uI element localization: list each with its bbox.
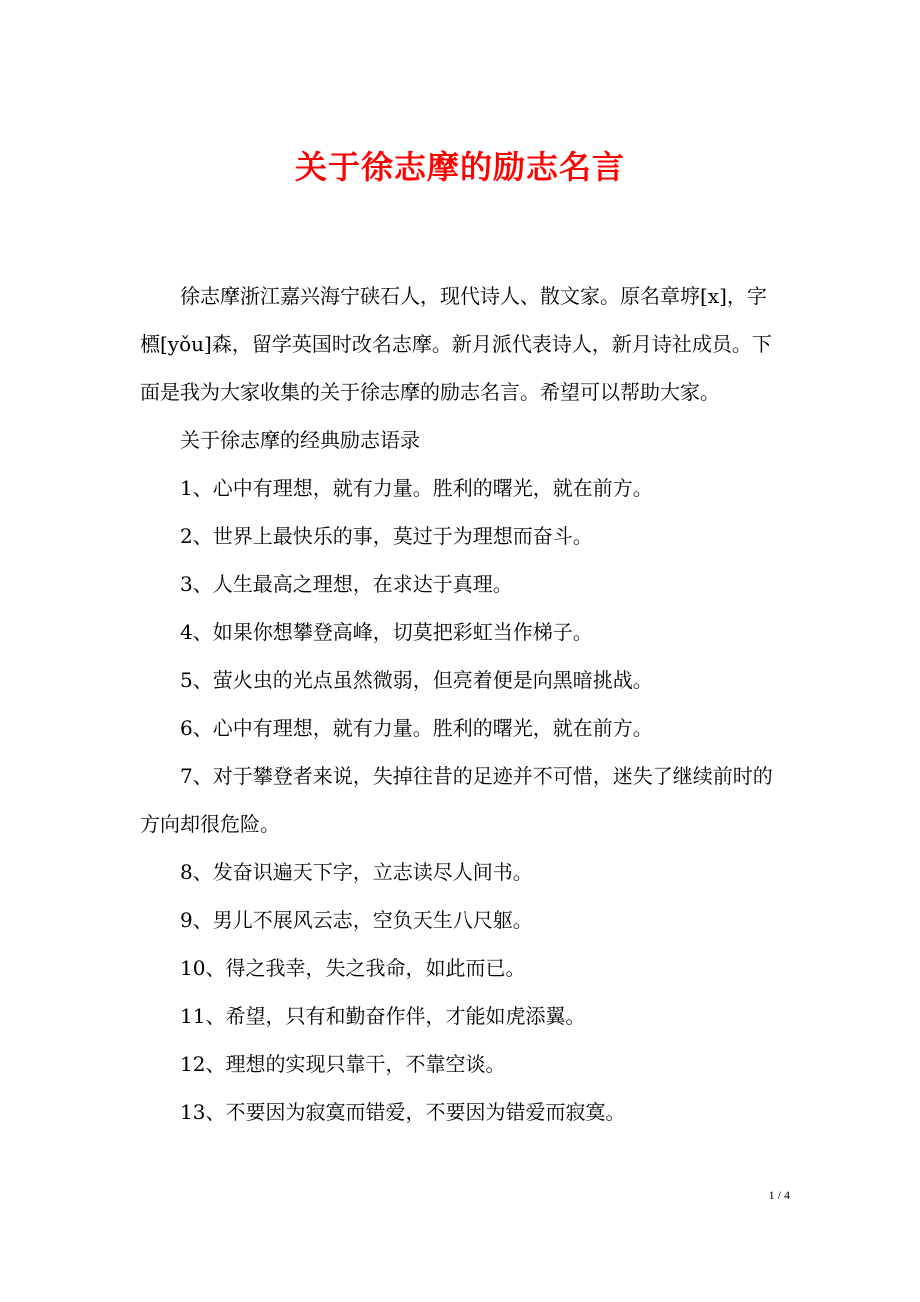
quote-item: 1、心中有理想，就有力量。胜利的曙光，就在前方。 xyxy=(180,476,653,500)
intro-paragraph: 徐志摩浙江嘉兴海宁硖石人，现代诗人、散文家。原名章垿[x]，字槱[yǒu]森，留学英国时改名志摩。新月派代表诗人，新月诗社成员。下面是我为大家收集的关于徐志摩的励志名言。希望可以帮助大家。 xyxy=(140,284,772,404)
quote-item: 11、希望，只有和勤奋作伴，才能如虎添翼。 xyxy=(180,1004,586,1028)
page-number: 1 / 4 xyxy=(768,1188,790,1202)
quote-item: 4、如果你想攀登高峰，切莫把彩虹当作梯子。 xyxy=(180,620,593,644)
quote-item: 12、理想的实现只靠干，不靠空谈。 xyxy=(180,1052,506,1076)
quote-item: 13、不要因为寂寞而错爱，不要因为错爱而寂寞。 xyxy=(180,1100,626,1124)
quote-item: 7、对于攀登者来说，失掉往昔的足迹并不可惜，迷失了继续前时的方向却很危险。 xyxy=(140,764,773,836)
section-heading: 关于徐志摩的经典励志语录 xyxy=(180,428,420,452)
quote-item: 3、人生最高之理想，在求达于真理。 xyxy=(180,572,513,596)
document-body xyxy=(140,272,785,1136)
document-title: 关于徐志摩的励志名言 xyxy=(294,148,625,186)
quote-item: 2、世界上最快乐的事，莫过于为理想而奋斗。 xyxy=(180,524,593,548)
quote-item: 9、男儿不展风云志，空负天生八尺躯。 xyxy=(180,908,533,932)
quote-item: 10、得之我幸，失之我命，如此而已。 xyxy=(180,956,526,980)
quote-item: 8、发奋识遍天下字，立志读尽人间书。 xyxy=(180,860,533,884)
quote-item: 5、萤火虫的光点虽然微弱，但亮着便是向黑暗挑战。 xyxy=(180,668,653,692)
quote-item: 6、心中有理想，就有力量。胜利的曙光，就在前方。 xyxy=(180,716,653,740)
